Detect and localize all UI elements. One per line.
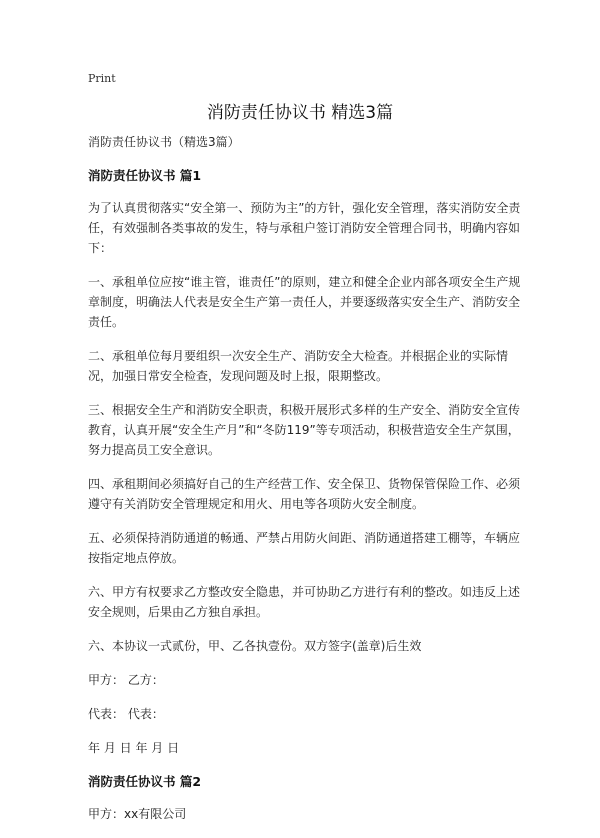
paragraph: 一、承租单位应按“谁主管，谁责任”的原则，建立和健全企业内部各项安全生产规章制度，明确法人代表是安全生产第一责任人，并要逐级落实安全生产、消防安全责任。: [88, 275, 521, 329]
signature-party-line: 甲方： 乙方：: [88, 673, 164, 687]
paragraph: 为了认真贯彻落实“安全第一、预防为主”的方针，强化安全管理，落实消防安全责任，有效强制各类事故的发生，特与承租户签订消防安全管理合同书，明确内容如下：: [88, 201, 521, 255]
paragraph: 甲方：xx有限公司: [88, 807, 187, 821]
document-subtitle: 消防责任协议书（精选3篇）: [88, 135, 240, 149]
document-body: [88, 132, 522, 838]
signature-date-line: 年 月 日 年 月 日: [88, 741, 180, 755]
page-title: 消防责任协议书 精选3篇: [206, 103, 394, 123]
paragraph: 六、本协议一式贰份，甲、乙各执壹份。双方签字(盖章)后生效: [88, 639, 422, 653]
section-heading-1: 消防责任协议书 篇1: [88, 168, 202, 183]
paragraph: 三、根据安全生产和消防安全职责，积极开展形式多样的生产安全、消防安全宣传教育，认真开展“安全生产月”和“冬防119”等专项活动，积极营造安全生产氛围，努力提高员工安全意识。: [88, 403, 521, 457]
signature-representative-line: 代表： 代表：: [88, 707, 164, 721]
print-link[interactable]: Print: [88, 72, 116, 85]
paragraph: 六、甲方有权要求乙方整改安全隐患，并可协助乙方进行有利的整改。如违反上述安全规则，后果由乙方独自承担。: [88, 585, 521, 619]
paragraph: 二、承租单位每月要组织一次安全生产、消防安全大检查。并根据企业的实际情况，加强日常安全检查，发现问题及时上报，限期整改。: [88, 349, 509, 383]
section-heading-2: 消防责任协议书 篇2: [88, 774, 202, 789]
paragraph: 五、必须保持消防通道的畅通、严禁占用防火间距、消防通道搭建工棚等，车辆应按指定地点停放。: [88, 531, 521, 565]
paragraph: 四、承租期间必须搞好自己的生产经营工作、安全保卫、货物保管保险工作、必须遵守有关消防安全管理规定和用火、用电等各项防火安全制度。: [88, 477, 521, 511]
